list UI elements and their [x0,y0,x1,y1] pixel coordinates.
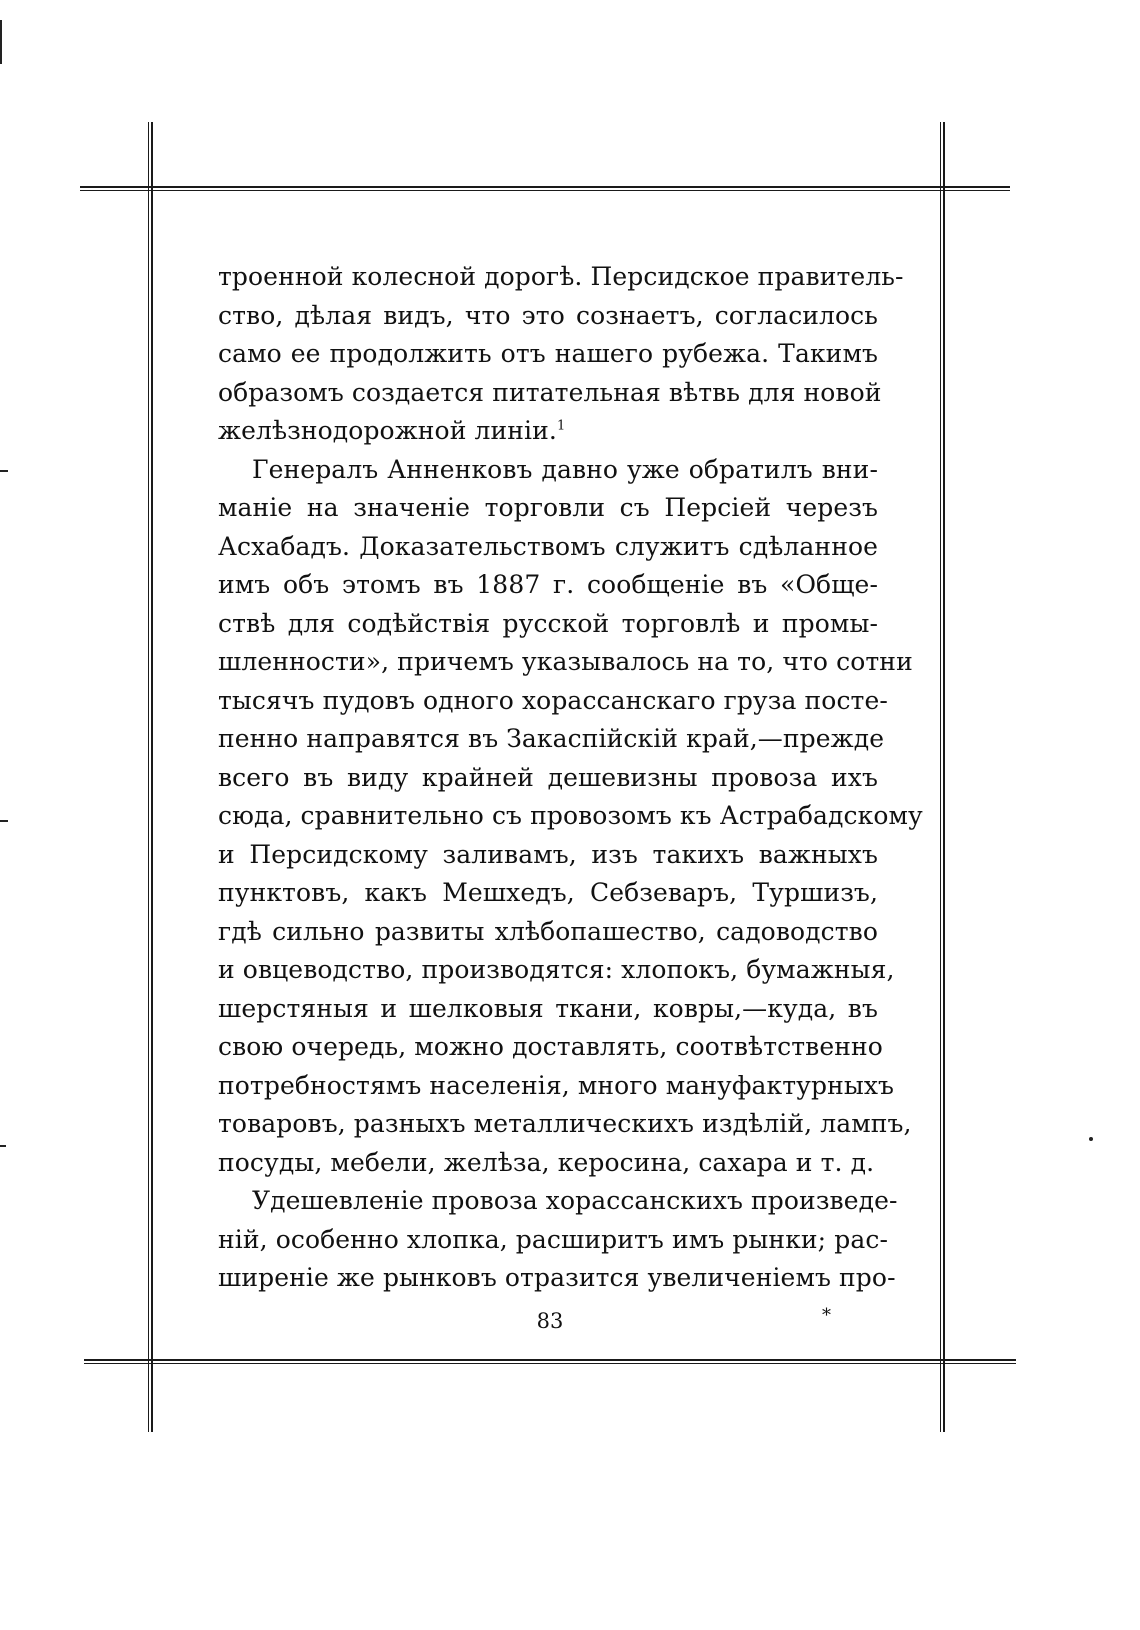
text-line: ній, особенно хлопка, расширитъ имъ рынки; рас- [218,1224,889,1254]
text-line: свою очередь, можно доставлять, соотвѣтственно [218,1032,883,1061]
text-line: само ее продолжить отъ нашего рубежа. Такимъ [218,339,878,368]
text-line: пунктовъ, какъ Мешхедъ, Себзеваръ, Туршизъ, [218,878,878,907]
text-line: ствѣ для содѣйствія русской торговлѣ и промы- [218,608,878,638]
body-text [218,258,923,1298]
scan-speck [0,1145,6,1147]
text-line: Удешевленіе провоза хорассанскихъ произведе- [252,1186,898,1215]
text-line: желѣзнодорожной линіи. [218,416,557,445]
text-line: тысячъ пудовъ одного хорассанскаго груза посте- [218,685,888,715]
top-double-rule [80,186,1010,191]
right-double-rule [940,122,945,1432]
scan-speck [0,820,8,822]
scan-edge-mark [0,20,2,64]
text-line: имъ объ этомъ въ 1887 г. сообщеніе въ «Обще- [218,570,878,599]
text-line: всего въ виду крайней дешевизны провоза ихъ [218,762,878,792]
text-line: посуды, мебели, желѣза, керосина, сахара и т. д. [218,1147,875,1177]
text-line: шленности», причемъ указывалось на то, что сотни [218,647,913,676]
text-line: гдѣ сильно развиты хлѣбопашество, садоводство [218,916,878,946]
bottom-double-rule [84,1359,1016,1364]
footnote-marker: 1 [556,418,566,434]
text-line: товаровъ, разныхъ металлическихъ издѣлій, лампъ, [218,1109,912,1138]
text-line: пенно направятся въ Закаспійскій край,—прежде [218,724,885,753]
text-line: троенной колесной дорогѣ. Персидское правитель- [218,262,904,291]
text-line: сюда, сравнительно съ провозомъ къ Астрабадскому [218,801,923,830]
text-line: Асхабадъ. Доказательствомъ служитъ сдѣланное [218,531,878,561]
scan-speck [0,470,8,472]
text-line: образомъ создается питательная вѣтвь для новой [218,377,882,407]
text-line: и овцеводство, производятся: хлопокъ, бумажныя, [218,955,895,984]
scan-speck [1089,1137,1093,1141]
page-number: 83 [536,1309,564,1333]
signature-mark: * [822,1305,831,1326]
text-line: потребностямъ населенія, много мануфактурныхъ [218,1070,895,1100]
text-line: ство, дѣлая видъ, что это сознаетъ, согласилось [218,300,878,330]
text-line: Генералъ Анненковъ давно уже обратилъ вни- [252,454,878,484]
text-line-with-footnote [218,412,878,451]
left-double-rule [148,122,153,1432]
text-line: шерстяныя и шелковыя ткани, ковры,—куда, въ [218,993,878,1023]
text-line: ширеніе же рынковъ отразится увеличеніемъ про- [218,1263,896,1292]
text-line: и Персидскому заливамъ, изъ такихъ важныхъ [218,839,878,869]
text-line: маніе на значеніе торговли съ Персіей черезъ [218,493,878,522]
